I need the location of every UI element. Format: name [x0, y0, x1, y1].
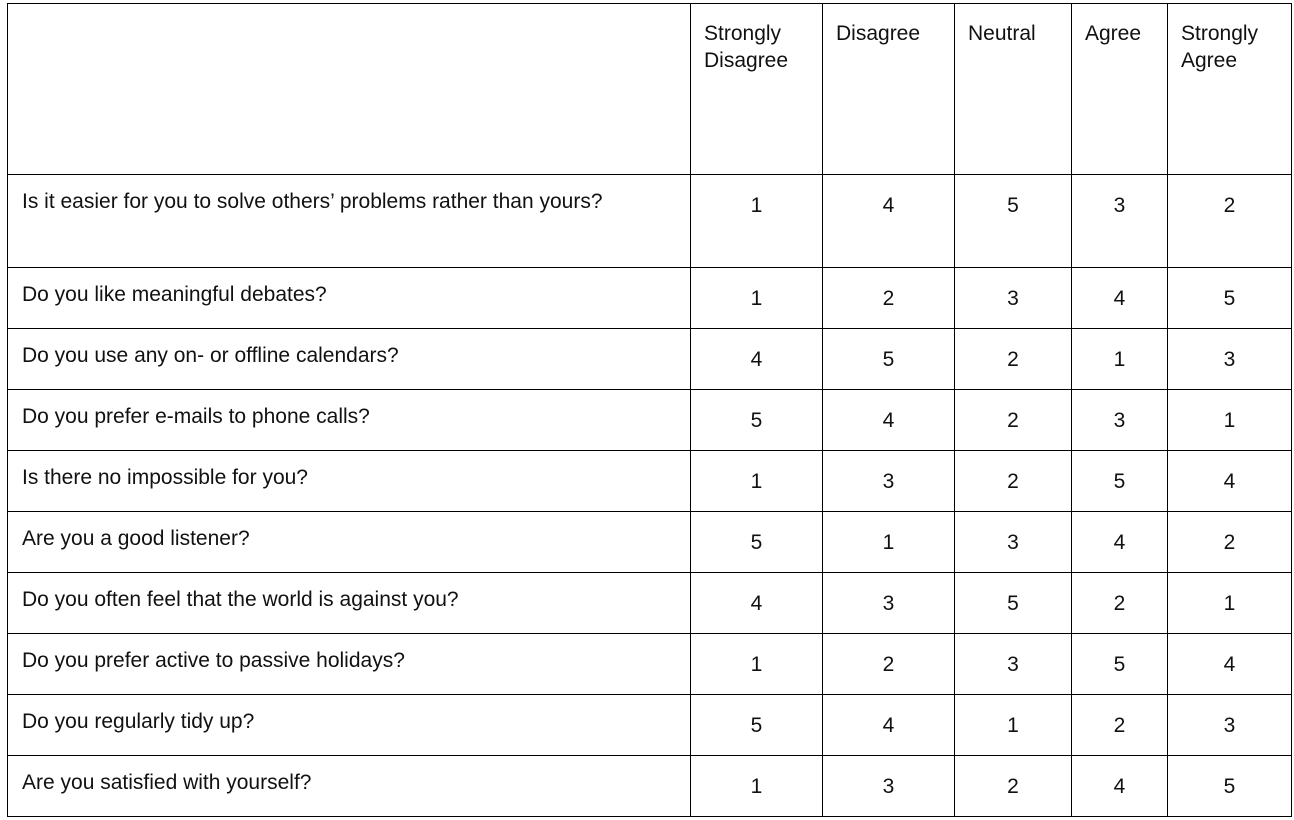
value-cell: 2	[955, 390, 1072, 451]
table-row	[8, 268, 1292, 329]
value-cell: 5	[1072, 451, 1168, 512]
value-cell: 4	[691, 573, 823, 634]
value-cell: 5	[1168, 268, 1292, 329]
question-text: Are you satisfied with yourself?	[22, 771, 312, 794]
value-cell: 4	[1072, 268, 1168, 329]
value-cell: 4	[823, 695, 955, 756]
value-cell: 1	[1072, 329, 1168, 390]
table-row	[8, 329, 1292, 390]
value-cell: 1	[691, 175, 823, 268]
value-cell: 5	[1168, 756, 1292, 817]
question-text: Do you often feel that the world is against you?	[22, 588, 459, 611]
question-text: Do you prefer e-mails to phone calls?	[22, 405, 370, 428]
value-cell: 3	[955, 634, 1072, 695]
question-text: Are you a good listener?	[22, 527, 250, 550]
value-cell: 1	[691, 268, 823, 329]
value-cell: 3	[1072, 390, 1168, 451]
value-cell: 2	[955, 451, 1072, 512]
value-cell: 3	[1168, 329, 1292, 390]
value-cell: 3	[955, 268, 1072, 329]
table-row	[8, 573, 1292, 634]
value-cell: 1	[1168, 573, 1292, 634]
value-cell: 5	[691, 390, 823, 451]
question-text: Is there no impossible for you?	[22, 466, 308, 489]
question-text: Do you prefer active to passive holidays?	[22, 649, 405, 672]
value-cell: 1	[691, 451, 823, 512]
value-cell: 4	[1072, 512, 1168, 573]
value-cell: 3	[823, 573, 955, 634]
column-header-disagree: Disagree	[823, 4, 955, 175]
value-cell: 1	[1168, 390, 1292, 451]
value-cell: 4	[691, 329, 823, 390]
question-cell	[8, 695, 691, 756]
value-cell: 2	[1168, 175, 1292, 268]
question-cell	[8, 329, 691, 390]
value-cell: 2	[823, 634, 955, 695]
question-cell	[8, 512, 691, 573]
column-header-strongly-agree: Strongly Agree	[1168, 4, 1292, 175]
column-header-agree: Agree	[1072, 4, 1168, 175]
value-cell: 4	[823, 175, 955, 268]
table-row	[8, 451, 1292, 512]
value-cell: 5	[691, 695, 823, 756]
table-row	[8, 756, 1292, 817]
survey-table	[7, 3, 1292, 817]
value-cell: 2	[1072, 695, 1168, 756]
question-cell	[8, 634, 691, 695]
value-cell: 4	[823, 390, 955, 451]
header-corner-cell	[8, 4, 691, 175]
value-cell: 2	[1072, 573, 1168, 634]
question-cell	[8, 573, 691, 634]
table-row	[8, 634, 1292, 695]
value-cell: 3	[1168, 695, 1292, 756]
question-text: Do you use any on- or offline calendars?	[22, 344, 399, 367]
question-cell	[8, 451, 691, 512]
table-row	[8, 175, 1292, 268]
column-header-strongly-disagree: Strongly Disagree	[691, 4, 823, 175]
value-cell: 1	[691, 634, 823, 695]
table-row	[8, 695, 1292, 756]
value-cell: 4	[1072, 756, 1168, 817]
question-cell	[8, 268, 691, 329]
table-row	[8, 512, 1292, 573]
value-cell: 4	[1168, 451, 1292, 512]
value-cell: 3	[955, 512, 1072, 573]
value-cell: 5	[1072, 634, 1168, 695]
column-header-neutral: Neutral	[955, 4, 1072, 175]
value-cell: 5	[823, 329, 955, 390]
value-cell: 2	[1168, 512, 1292, 573]
value-cell: 5	[955, 175, 1072, 268]
question-text: Do you like meaningful debates?	[22, 283, 327, 306]
question-cell	[8, 175, 691, 268]
value-cell: 3	[823, 756, 955, 817]
header-row	[8, 4, 1292, 175]
value-cell: 1	[955, 695, 1072, 756]
question-cell	[8, 756, 691, 817]
value-cell: 1	[691, 756, 823, 817]
value-cell: 2	[955, 329, 1072, 390]
value-cell: 1	[823, 512, 955, 573]
question-cell	[8, 390, 691, 451]
table-row	[8, 390, 1292, 451]
value-cell: 3	[823, 451, 955, 512]
question-text: Is it easier for you to solve others’ problems rather than yours?	[22, 190, 603, 213]
value-cell: 4	[1168, 634, 1292, 695]
value-cell: 3	[1072, 175, 1168, 268]
value-cell: 2	[823, 268, 955, 329]
value-cell: 5	[691, 512, 823, 573]
value-cell: 5	[955, 573, 1072, 634]
question-text: Do you regularly tidy up?	[22, 710, 255, 733]
value-cell: 2	[955, 756, 1072, 817]
